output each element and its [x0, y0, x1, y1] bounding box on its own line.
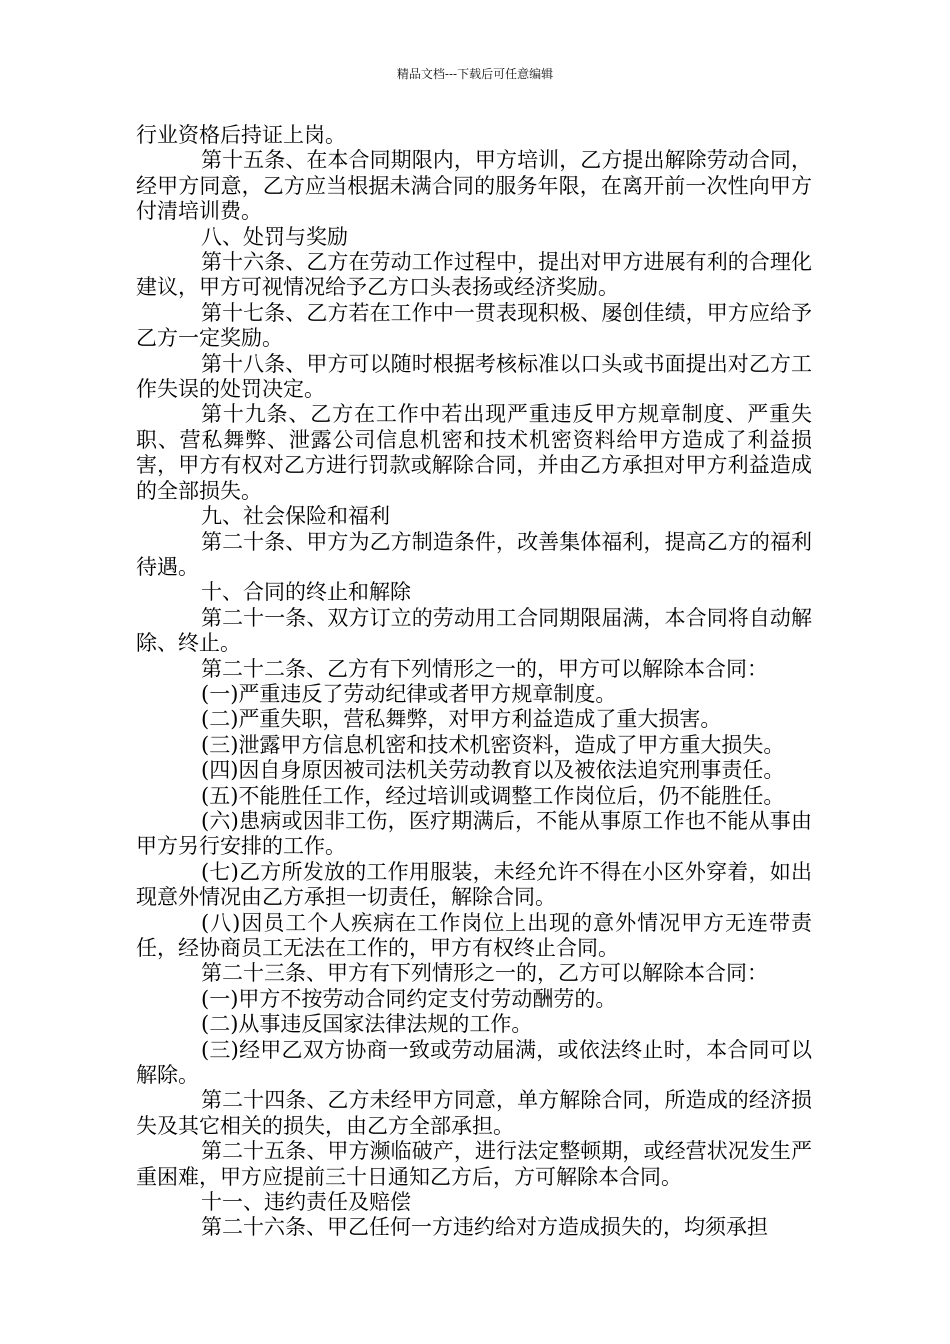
paragraph: 第二十六条、甲乙任何一方违约给对方造成损失的，均须承担 [201, 1215, 768, 1240]
paragraph: (五)不能胜任工作，经过培训或调整工作岗位后，仍不能胜任。 [201, 783, 785, 808]
paragraph: 第二十条、甲方为乙方制造条件，改善集体福利，提高乙方的福利待遇。 [136, 529, 812, 579]
paragraph: (六)患病或因非工伤，医疗期满后，不能从事原工作也不能从事由甲方另行安排的工作。 [136, 808, 812, 859]
paragraph: (八)因员工个人疾病在工作岗位上出现的意外情况甲方无连带责任，经协商员工无法在工作的，甲方有权终止合同。 [136, 910, 812, 960]
paragraph: (二)从事违反国家法律法规的工作。 [201, 1012, 533, 1037]
paragraph: 第十六条、乙方在劳动工作过程中，提出对甲方进展有利的合理化建议，甲方可视情况给予乙方口头表扬或经济奖励。 [136, 250, 812, 300]
paragraph: 第二十四条、乙方未经甲方同意，单方解除合同，所造成的经济损失及其它相关的损失，由乙方全部承担。 [136, 1088, 812, 1138]
paragraph: (七)乙方所发放的工作用服装，未经允许不得在小区外穿着，如出现意外情况由乙方承担一切责任，解除合同。 [136, 859, 812, 910]
paragraph: (四)因自身原因被司法机关劳动教育以及被依法追究刑事责任。 [201, 758, 785, 783]
paragraph: 第二十五条、甲方濒临破产，进行法定整顿期，或经营状况发生严重困难，甲方应提前三十日通知乙方后，方可解除本合同。 [136, 1139, 812, 1189]
paragraph: 第十七条、乙方若在工作中一贯表现积极、屡创佳绩，甲方应给予乙方一定奖励。 [136, 300, 812, 351]
paragraph: 第二十二条、乙方有下列情形之一的，甲方可以解除本合同： [201, 656, 768, 681]
paragraph: 第十五条、在本合同期限内，甲方培训，乙方提出解除劳动合同，经甲方同意，乙方应当根据未满合同的服务年限，在离开前一次性向甲方付清培训费。 [136, 148, 812, 224]
paragraph: 十一、违约责任及赔偿 [201, 1190, 411, 1215]
paragraph: 九、社会保险和福利 [201, 504, 390, 529]
paragraph: (三)经甲乙双方协商一致或劳动届满，或依法终止时，本合同可以解除。 [136, 1037, 812, 1088]
paragraph: (二)严重失职，营私舞弊，对甲方利益造成了重大损害。 [201, 707, 722, 732]
paragraph: 十、合同的终止和解除 [201, 580, 411, 605]
paragraph: (一)严重违反了劳动纪律或者甲方规章制度。 [201, 681, 617, 706]
page-header: 精品文档---下载后可任意编辑 [396, 67, 554, 81]
paragraph: 第十八条、甲方可以随时根据考核标准以口头或书面提出对乙方工作失误的处罚决定。 [136, 351, 812, 402]
paragraph: 八、处罚与奖励 [201, 224, 348, 249]
paragraph: 第二十一条、双方订立的劳动用工合同期限届满，本合同将自动解除、终止。 [136, 605, 812, 656]
document-body [136, 123, 812, 1241]
paragraph: 第二十三条、甲方有下列情形之一的，乙方可以解除本合同： [201, 961, 768, 986]
paragraph: (三)泄露甲方信息机密和技术机密资料，造成了甲方重大损失。 [201, 732, 785, 757]
paragraph: (一)甲方不按劳动合同约定支付劳动酬劳的。 [201, 986, 617, 1011]
paragraph: 第十九条、乙方在工作中若出现严重违反甲方规章制度、严重失职、营私舞弊、泄露公司信息机密和技术机密资料给甲方造成了利益损害，甲方有权对乙方进行罚款或解除合同，并由乙方承担对甲方利益造成的全部损失。 [136, 402, 812, 503]
paragraph: 行业资格后持证上岗。 [136, 123, 346, 147]
